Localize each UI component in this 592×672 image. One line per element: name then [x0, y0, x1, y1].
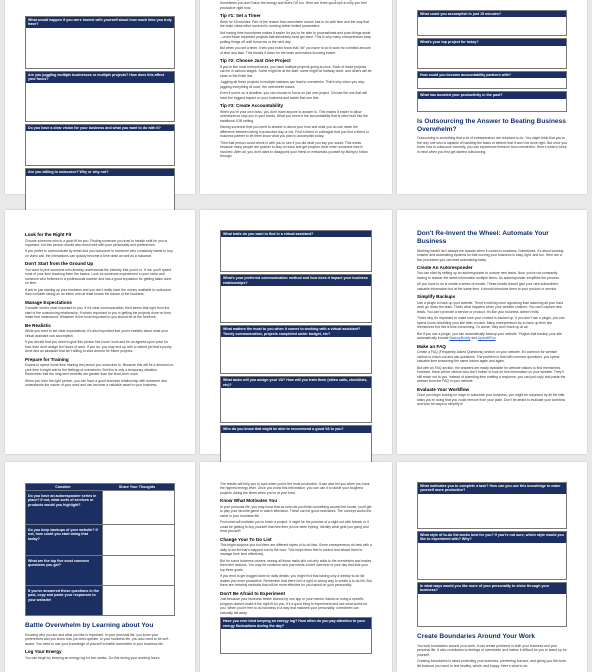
section-heading: Don't Be Afraid to Experiment — [220, 590, 285, 596]
paragraph: If you tend to get bogged down in daily details, you might find that having only a weekly to-do list makes you more productive. Remember that there isn't a right or wrong way to create a to-do list. But there are certainly methods that will be more effective for you based on your personality. — [220, 574, 372, 588]
column-header: Consider — [55, 485, 71, 489]
document-page-3 — [397, 0, 587, 194]
question-label: What has boosted your productivity in the past? — [418, 92, 566, 98]
column-header: Share Your Thoughts — [118, 485, 156, 489]
paragraph: Creating boundaries is about protecting your business, preventing burnout, and giving you the work-life balance you need to feel healthy, whole, and happy. Here's what to do. — [417, 659, 567, 668]
answer-area[interactable] — [26, 131, 174, 165]
answer-area[interactable] — [221, 237, 371, 271]
answer-area[interactable] — [418, 17, 566, 35]
section-heading: Look for the Right Fit — [25, 232, 72, 237]
question-label: Do you have a clear vision for your business and what you want to do with it? — [26, 125, 174, 131]
answer-area[interactable] — [418, 494, 566, 528]
paragraph: Just because your business bestie swears by one app or your mentor insists on using a specific program doesn't make it the right fit for you. It's a good thing to experiment and see what works for you. When you're free to do business in a way that matches your personality, overwhelm can naturally fall away. — [220, 597, 368, 615]
document-page-4 — [5, 210, 195, 454]
section-heading: Change Your To Do List — [220, 536, 272, 542]
answer-area[interactable] — [418, 46, 566, 68]
document-page-6 — [397, 210, 587, 454]
question-box — [25, 71, 175, 122]
question-label: What could you accomplish in just 15 minutes? — [418, 11, 566, 17]
paragraph: If you prefer to communicate by email and you outsource to someone who constantly wants to hop on video call, the interactions can quickly become a time drain as well as a nuisance. — [25, 249, 173, 258]
paragraph: If you're just starting up your business and you don't really have the money available to outsource, then consider taking on an intern who at least knows the basics of the business. — [25, 287, 172, 297]
paragraph: While you want to set clear expectations, it's also important that you're realistic about what your virtual assistant can accomplish. — [25, 329, 168, 338]
question-box — [417, 10, 567, 36]
document-page-7 — [5, 462, 195, 672]
question-label: Are you juggling multiple businesses or multiple projects? How does this affect your focus? — [26, 72, 174, 83]
answer-area[interactable] — [418, 594, 566, 626]
paragraph: But for some business owners, seeing all those tasks laid out only adds to the overwhelm and makes them feel anxious. You may be someone who just needs a brief overview of your day that lists your top three goals. — [220, 558, 372, 572]
paragraph: Once you begin looking for ways to automate your business, you might be surprised by all the little tasks you're doing that you could remove from your plate. Don't be afraid to evaluate your workflow and look for ways to simplify it! — [417, 393, 566, 407]
paragraph: But with an FAQ section, the answers are easily available for website visitors to find themselves. However, there will be visitors who don't bother to look for this information on your website. They'll still reach out to you. Instead of spending time crafting a response, you can just copy and paste the answer from the FAQ in your website. — [417, 365, 566, 384]
table-row — [25, 491, 175, 525]
paragraph: Then that person could check in with you to see if you did what you say you would. This works because many people are quicker to stay on track and get projects done when someone else is involved. After all, you don't want to disappoint your friend or embarrass yourself by failing to follow through. — [220, 140, 368, 159]
paragraph: The results will help you to spot when you're the most productive. It can also tell you when you have the highest energy level. Once you know this information, you can use it to tackle your toughest projects during the times when you're at your best. — [220, 482, 370, 495]
question-box — [417, 531, 567, 580]
paragraph: Juggling all these projects in multiple statuses can lead to overwhelm. That's why when you stop juggling everything at once, the overwhelm eases. — [220, 80, 365, 89]
document-page-8 — [200, 462, 392, 672]
page-heading: Create Boundaries Around Your Work — [417, 632, 536, 640]
answer-area[interactable] — [221, 629, 371, 653]
section-heading: Tip #3: Create Accountability — [220, 103, 284, 109]
table-cell-prompt: Do you have an autoresponder series in place? If not, what sorts of services or products would you highlight? — [26, 491, 102, 524]
question-label: Who do you know that might be able to recommend a good VA to you? — [221, 426, 371, 432]
paragraph: Not having time boundaries makes it easier for you to be able to procrastinate and push things aside—even those important projects that absolutely must get done. This is why many entrepreneurs keep putting things off until tomorrow or the next day. — [220, 30, 372, 44]
paragraph: You can start by setting up an autoresponder to nurture new leads. Now, you're not constantly having to answer the same information multiple times. An autoresponder simplifies the process. — [417, 271, 560, 280]
page-heading: Is Outsourcing the Answer to Beating Business Overwhelm? — [417, 117, 566, 133]
backupbuddy-link[interactable]: BackupBuddy — [449, 336, 471, 341]
paragraph: Sometimes you don't have the energy and that's OK too. Here are three quick tips to help you feel productive right now. — [220, 1, 367, 10]
question-label: What matters the most to you when it comes to working with a virtual assistant? Timely communication, projects completed under budget, etc? — [221, 326, 371, 337]
question-box — [220, 617, 372, 654]
paragraph-text: and — [470, 336, 478, 341]
answer-area[interactable] — [221, 286, 371, 322]
paragraph: Knowing who you are and what you like is important. In your personal life, you know your preferences and you know how you best operate. In your business life, you also need to be self-aware. You need to use your knowledge of yourself to battle overwhelm in your business life. — [25, 632, 169, 646]
question-box — [220, 230, 372, 272]
answer-area[interactable] — [418, 99, 566, 111]
paragraph: Work for 15 minutes. Part of the reason that overwhelm occurs has to do with time and the way that the brain views effort involved in working within limited parameters. — [220, 19, 370, 29]
answer-area[interactable] — [418, 78, 566, 88]
paragraph: Having someone that you need to answer to about your time and what you do can mean the difference between being a productive day or not. Find a friend or colleague that you find a friend or business partner to let them know what you plan to accomplish today. — [220, 125, 370, 139]
section-heading: Don't Start from the Ground Up — [25, 261, 94, 267]
question-box — [220, 425, 372, 463]
section-heading: Tip #1: Set a Timer — [220, 13, 261, 19]
paragraph: This might surprise you but there are different styles of to-do lists. Some entrepreneurs do best with a daily to-do list that's mapped out by the hour. This helps them feel in control and allows them to manage their time effectively. — [220, 543, 372, 557]
question-box — [417, 38, 567, 68]
document-page-2 — [200, 0, 392, 194]
question-label: What traits do you want to find in a virtual assistant? — [221, 231, 371, 237]
question-box — [220, 376, 372, 423]
paragraph: Working harder isn't always the answer when it comes to business. Sometimes, it's about working smarter and automating systems so that running your business is easy, light, and fun. Here are a few processes you can start automating today. — [417, 248, 564, 262]
paragraph: You want to pick someone who already understands the industry that you're in. If not, you'll spend most of your time teaching them the basics. Look for someone experienced in your niche and someone who believes in a professional manner and has a good reputation for getting tasks done on time. — [25, 267, 172, 286]
question-label: In what ways would you like more of your personality to shine through your business? — [418, 583, 566, 594]
section-heading: Evaluate Your Workflow — [417, 386, 470, 392]
question-label: What style of to-do list works best for you? If you're not sure, which style would you like to experiment with? Why? — [418, 532, 566, 543]
paragraph: But when you set a timer, it lets your brain know that "all" you have to do is work for a limited amount of time and task. This breaks it down for the brain and makes focusing easier. — [220, 46, 371, 55]
section-heading: Prepare for Training — [25, 356, 69, 362]
question-label: Are you willing to outsource? Why or why not? — [26, 169, 174, 175]
question-label: What's your top project for today? — [418, 39, 566, 45]
table-cell-answer[interactable] — [102, 491, 175, 524]
question-label: How could you become accountability partners with? — [418, 72, 566, 78]
table-cell-answer[interactable] — [102, 586, 175, 615]
paragraph: In your personal life, you may know that as soon as you finish something around the house, you'll get to play your favorite game or watch television. These can be good motivators. The concept works the same in your business life. — [220, 504, 372, 518]
section-heading: Make an FAQ — [417, 343, 446, 349]
section-heading: Manage Expectations — [25, 299, 72, 305]
answer-area[interactable] — [26, 28, 174, 68]
updraftplus-link[interactable]: UpdraftPlus — [477, 336, 496, 341]
document-page-1 — [5, 0, 195, 194]
question-box — [220, 274, 372, 323]
table-row — [25, 525, 175, 556]
paragraph-text: But if you use a plugin, you can automatically backup your website. Plugins that backup your site automatically include — [417, 331, 562, 341]
document-page-5 — [200, 210, 392, 454]
answer-area[interactable] — [418, 543, 566, 579]
paragraph: You can begin by keeping an energy log for two weeks. Do this during your working hours. — [25, 655, 161, 660]
table-cell-answer[interactable] — [102, 525, 175, 555]
question-box — [25, 16, 175, 69]
paragraph: Outsourcing is something that a lot of entrepreneurs are reluctant to do. You might think that you're the only one who is capable of handling the tasks or believe that it won't be done right. But once you know how to outsource correctly, you can experience freedom from overwhelm. Here's what to keep in mind when you first get started outsourcing. — [417, 136, 567, 154]
table-row — [25, 556, 175, 586]
table-cell-prompt: Do you keep backups of your website? If not, how could you start doing that today? — [26, 525, 102, 555]
question-box — [417, 91, 567, 111]
section-heading: Simplify Backups — [417, 294, 456, 300]
table-cell-prompt: What are the top five most common questions you get? — [26, 556, 102, 585]
paragraph: You took boundaries around your work, it can create problems in both your business and your personal life. It also contributes to feelings of overwhelm and makes it difficult for you to stand up for yourself. — [417, 643, 567, 657]
question-box — [417, 582, 567, 627]
question-box — [417, 482, 567, 529]
paragraph: All you have to do is create a series of emails. These emails should give your new subscribers valuable information but at the same time, it should introduce them to your product or service. — [417, 282, 559, 291]
document-page-9 — [397, 462, 587, 672]
question-label: What's your preferred communication method and how does it impact your business relationships? — [221, 275, 371, 286]
section-heading: Be Realistic — [25, 322, 52, 328]
section-heading: Log Your Energy — [25, 649, 62, 655]
table-row — [25, 586, 175, 616]
page-heading: Don't Re-Invent the Wheel: Automate Your Business — [417, 230, 549, 245]
answer-area[interactable] — [221, 433, 371, 463]
paragraph: Find what will motivate you to finish a project. It might be the promise of a night out with friends or it could be getting to buy yourself that new item you've been eyeing. Identify what gets you going and treat yourself! — [220, 520, 369, 534]
paragraph: Expect to spend some time training the person you outsource to. Because this will be a demand on your time it might add to the feelings of overwhelm. But this is only a temporary situation. Remember that the long-term benefits are greater than the short-term ones. — [25, 363, 174, 377]
reflection-table-header — [25, 483, 175, 491]
answer-area[interactable] — [221, 388, 371, 422]
paragraph: If you decide that you need to give this person five hours' work and be an agreed-upon price for that, then don't assign ten hours of work. If you do, you may end up with a rushed job that's poorly done and an assistant that isn't willing to stick around for future projects. — [25, 340, 172, 354]
paragraph: That's why it's important to make sure your content is backed up. If you don't use a plugin, you can spend hours rebuilding your site after a crash. Many entrepreneurs try to back up their site themselves but this is time-consuming. Or worse, they don't back up at all. — [417, 316, 565, 330]
paragraph: If you're like most entrepreneurs, you have multiple projects going at once. Each of these projects can be in various stages. Some might be at the start, some might be halfway done, and others will be close to the finish line. — [220, 64, 372, 78]
answer-area[interactable] — [221, 337, 371, 373]
question-box — [417, 71, 567, 89]
paragraph: Even if you're on a deadline, you can choose to focus on just one project. Choose the one that will have the biggest impact on your business and tackle that one first. — [220, 91, 367, 100]
paragraph: When you train the right person, you can have a good business relationship with someone who understands the nature of your work and can become a valuable asset to your business. — [25, 378, 168, 388]
section-heading: Know What Motivates You — [220, 498, 277, 504]
question-label: What motivates you to complete a task? How can you use this knowledge to make yourself more productive? — [418, 483, 566, 494]
paragraph: Use a plugin to back up your website. There's nothing more agonizing than watching all your hard work go down the drain. That's what happens when your website crashes. You can't capture new leads. You can't promote a service or product. It's like your business doesn't exist. — [417, 300, 564, 314]
table-cell-answer[interactable] — [102, 556, 175, 585]
question-box — [25, 124, 175, 166]
paragraph: Consider what's most important to you. If it's clear communication, then stress that right from the start of the outsourcing relationship. If what's important to you is getting the projects done on time, make that understood. Whatever is the most important to you should be at the forefront. — [25, 306, 172, 320]
question-label: Have you ever tried keeping an energy log? How often do you pay attention to your energy fluctuations during the day? — [221, 618, 371, 629]
answer-area[interactable] — [26, 83, 174, 121]
paragraph: Create a FAQ (Frequently Asked Questions) section on your website. It's common for website visitors to reach out and ask questions. The problem is that with common questions, you spend valuable time answering the same issues again and again. — [417, 350, 560, 364]
page-heading: Battle Overwhelm by Learning about You — [25, 622, 154, 629]
paragraph: When you're your own boss, you don't have anyone to answer to. This makes it easier to allow overwhelm to stop you in your tracks. What you need is the accountability that is often built into the traditional JOB setting. — [220, 109, 368, 123]
section-heading: Create An Autoresponder — [417, 264, 473, 270]
question-box — [220, 325, 372, 374]
paragraph: Choose someone who is a good fit for you. Finding someone you trust to handle stuff for you is important, but this person should also mesh well with your personality and preferences. — [25, 238, 168, 247]
section-heading: Tip #2: Choose Just One Project — [220, 58, 291, 64]
table-cell-prompt: If you've answered these questions in the past, copy and paste your responses to your website! — [26, 586, 102, 615]
paragraph — [417, 332, 567, 341]
question-label: What would happen if you were honest with yourself about how much time you truly have? — [26, 17, 174, 28]
question-label: What tasks will you assign your VA? How will you train them (video calls, checklists, etc)? — [221, 377, 371, 388]
